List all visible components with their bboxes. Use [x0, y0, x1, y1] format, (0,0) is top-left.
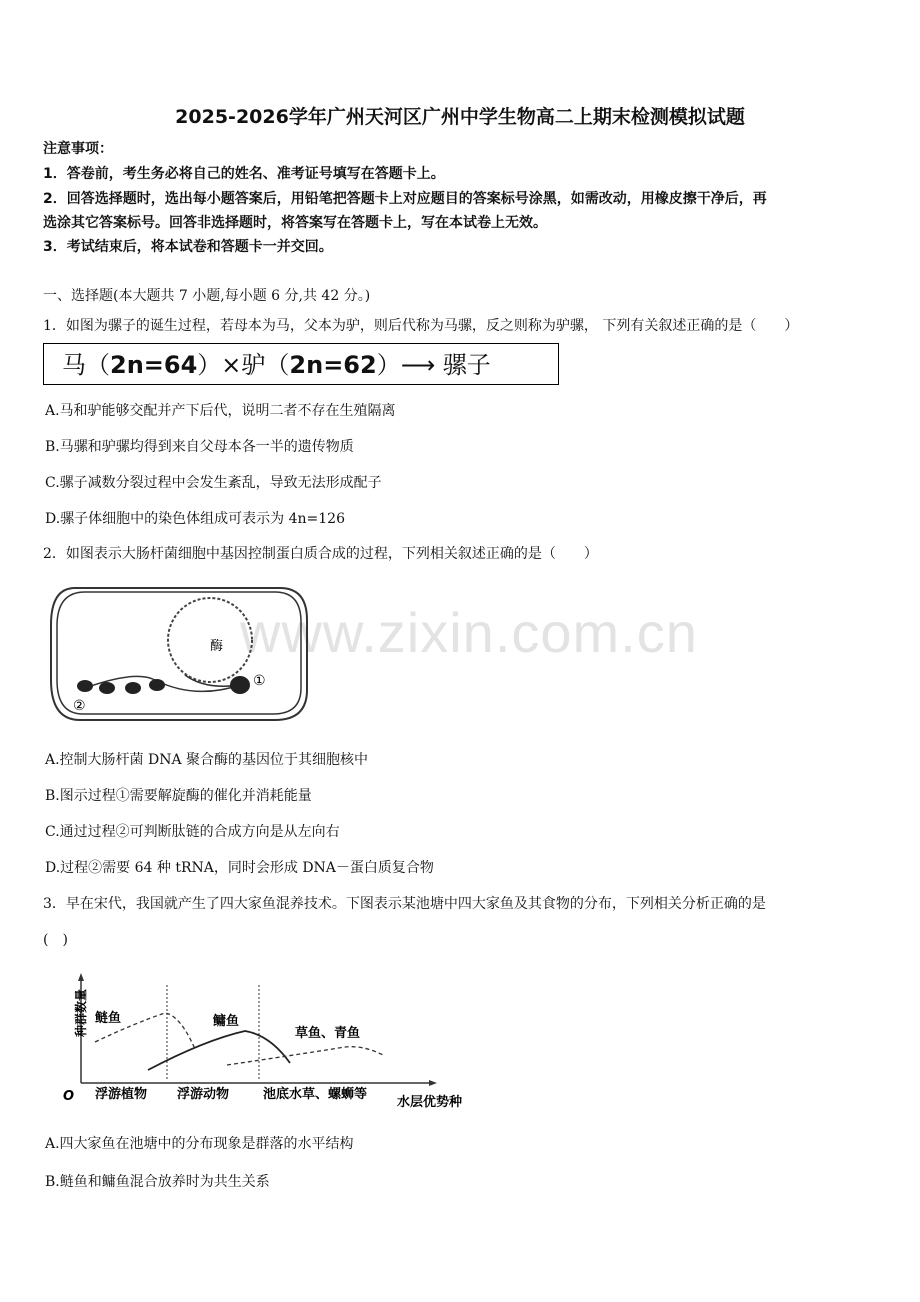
note-3: 3．考试结束后，将本试卷和答题卡一并交回。 [43, 239, 333, 255]
q2-stem: 2．如图表示大肠杆菌细胞中基因控制蛋白质合成的过程，下列相关叙述正确的是（ ） [43, 546, 598, 562]
svg-text:草鱼、青鱼: 草鱼、青鱼 [295, 1026, 361, 1041]
q2-option-a: A.控制大肠杆菌 DNA 聚合酶的基因位于其细胞核中 [45, 752, 369, 768]
watermark: www.zixin.com.cn [240, 601, 698, 664]
q1-option-b: B.马骡和驴骡均得到来自父母本各一半的遗传物质 [45, 439, 354, 455]
q1-option-a: A.马和驴能够交配并产下后代，说明二者不存在生殖隔离 [45, 403, 396, 419]
arrow-icon: ⟶ [400, 351, 436, 379]
q3-option-a: A.四大家鱼在池塘中的分布现象是群落的水平结构 [45, 1136, 354, 1152]
svg-text:①: ① [253, 673, 266, 689]
q1-figure-box: 马（2n=64）×驴（2n=62）⟶ 骡子 [43, 343, 559, 385]
q3-distribution-chart [45, 965, 485, 1115]
q1-stem: 1．如图为骡子的诞生过程，若母本为马，父本为驴，则后代称为马骡，反之则称为驴骡， 下列有关叙述正确的是（ ） [43, 318, 799, 334]
note-2-cont: 选涂其它答案标号。回答非选择题时，将答案写在答题卡上，写在本试卷上无效。 [43, 215, 547, 231]
svg-text:池底水草、螺蛳等: 池底水草、螺蛳等 [263, 1087, 368, 1102]
section-heading: 一、选择题(本大题共 7 小题,每小题 6 分,共 42 分。) [43, 288, 371, 304]
svg-text:鲢鱼: 鲢鱼 [95, 1011, 122, 1026]
svg-text:浮游植物: 浮游植物 [95, 1087, 148, 1102]
svg-text:浮游动物: 浮游动物 [177, 1087, 230, 1102]
page-title: 2025-2026学年广州天河区广州中学生物高二上期末检测模拟试题 [175, 106, 745, 128]
svg-text:酶: 酶 [210, 639, 224, 654]
svg-text:O: O [63, 1089, 75, 1104]
q2-option-c: C.通过过程②可判断肽链的合成方向是从左向右 [45, 824, 340, 840]
svg-text:种群数量: 种群数量 [74, 988, 88, 1037]
q3-stem-paren: ( ) [43, 932, 68, 948]
q1-option-c: C.骡子减数分裂过程中会发生紊乱，导致无法形成配子 [45, 475, 382, 491]
q1-option-d: D.骡子体细胞中的染色体组成可表示为 4n=126 [45, 511, 346, 527]
note-2: 2．回答选择题时，选出每小题答案后，用铅笔把答题卡上对应题目的答案标号涂黑，如需改动，用橡皮擦干净后，再 [43, 191, 767, 207]
q2-option-b: B.图示过程①需要解旋酶的催化并消耗能量 [45, 788, 312, 804]
svg-text:鳙鱼: 鳙鱼 [213, 1014, 240, 1029]
svg-text:②: ② [73, 698, 86, 714]
svg-text:水层优势种: 水层优势种 [397, 1095, 463, 1110]
q2-cell-diagram [45, 580, 315, 728]
notes-heading: 注意事项： [43, 141, 113, 157]
note-1: 1．答卷前，考生务必将自己的姓名、准考证号填写在答题卡上。 [43, 166, 445, 182]
q3-option-b: B.鲢鱼和鳙鱼混合放养时为共生关系 [45, 1174, 270, 1190]
q3-stem: 3．早在宋代，我国就产生了四大家鱼混养技术。下图表示某池塘中四大家鱼及其食物的分布，下列相关分析正确的是 [43, 896, 766, 912]
q2-option-d: D.过程②需要 64 种 tRNA，同时会形成 DNA－蛋白质复合物 [45, 860, 434, 876]
